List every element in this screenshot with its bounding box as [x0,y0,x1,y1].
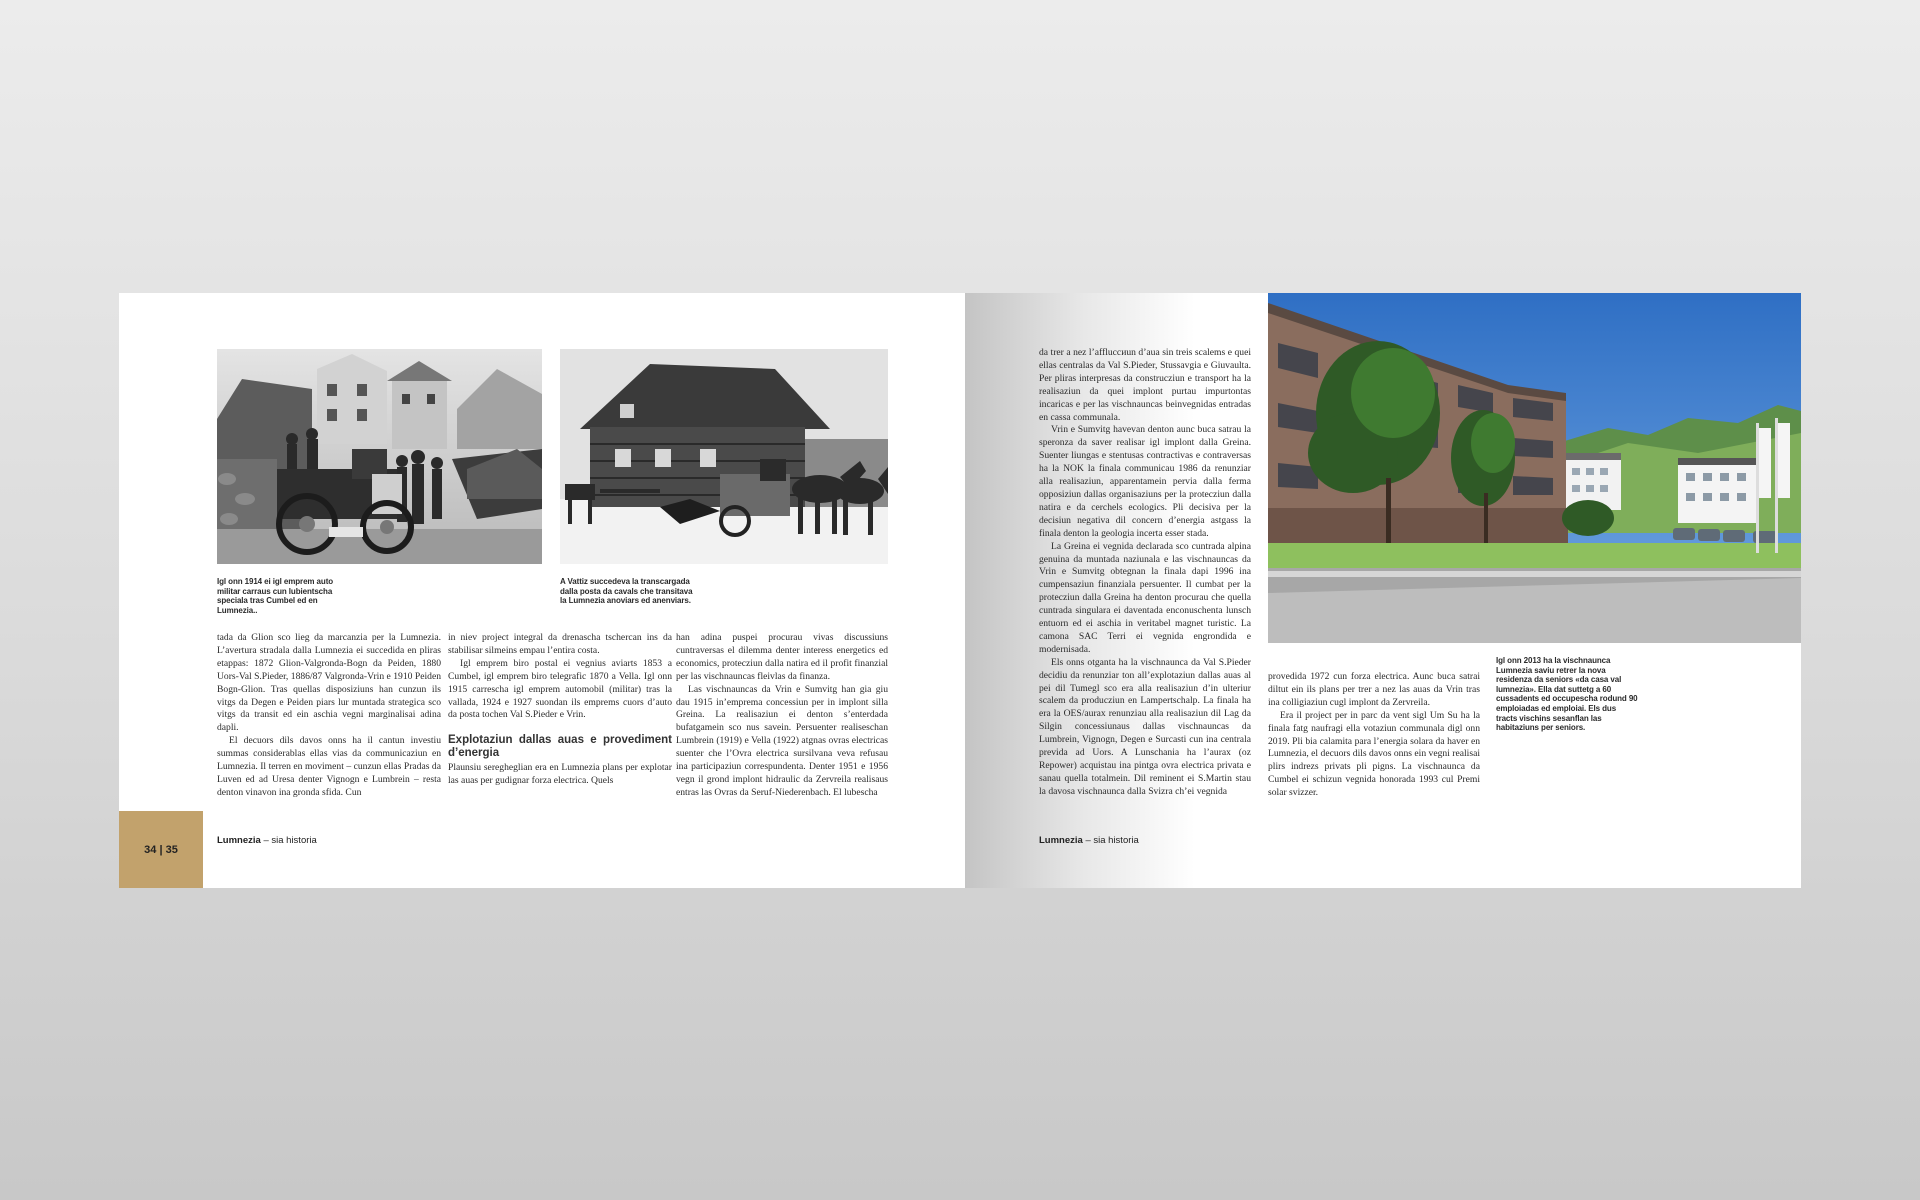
right-column-2 [1268,671,1480,800]
left-footer [217,835,317,846]
photo-senior-residence-caption: Igl onn 2013 ha la vischnaunca Lumnezia saviu retrer la nova residenza da seniors «da casa val lumnezia». Ella dat suttetg a 60 cussadents ed occupescha rodund 90 emploiadas ed emploiai. Els dus tracts vischins sesanflan las habitaziuns per seniors. [1496,656,1638,733]
right-page [965,293,1801,888]
paragraph: Vrin e Sumvitg havevan denton aunc buca satrau la speronza da saver realisar igl implont dalla Greina. Suenter liungas e stentusas contractivas e contraversas ha la NOK la finala communicau 1986 da renunziar alla realisaziun, apparentamein pervia dalla ferma opposiziun dallas organisaziuns per la protecziun dalla natira e da cerchels ecologics. Pli decisiva per la decisiun negativa dil concern d’energia astgass la finala denton la geologia incerta esser stada. [1039,424,1251,539]
photo-senior-residence [1268,293,1801,643]
photo-post-coach [560,349,888,564]
post-coach-image [560,349,888,564]
paragraph: Plaunsiu seregheglian era en Lumnezia plans per explotar las auas per gudignar forza electrica. Quels [448,762,672,787]
paragraph: El decuors dils davos onns ha il cantun investiu summas considerablas ellas vias da communicaziun en Lumnezia. Il terren en moviment – cunzun ellas Pradas da Luven ed ad Uresa denter Vignogn e Lumbrein – resta denton vinavon ina gronda sfida. Cun [217,735,441,798]
photo-vintage-car [217,349,542,564]
page-number-tab [119,811,203,888]
paragraph: tada da Glion sco lieg da marcanzia per la Lumnezia. L’avertura stradala dalla Lumnezia ei succedida en pliras etappas: 1872 Glion-Valgronda-Bogn da Peiden, 1880 Uors-Val S.Pieder, 1886/87 Valgronda-Vrin e 1910 Peiden Bogn-Glion. Tras quellas disposiziuns han cunzun ils vitgs da Degen e Peiden piars lur muntada strategica sco vitgs da transit ed ein aschia vegni marginalisai adina dapli. [217,632,441,734]
left-column-3 [676,632,888,800]
paragraph: Era il project per in parc da vent sigl Um Su ha la finala fatg naufragi ella votaziun communala digl onn 2019. Pli bia calamita para l’energia solara da haver en Lumnezia, el decuors dils davos onns ein vegni realisai plirs indrezs privats pli pigns. La vischnaunca da Cumbel ei schizun vegnida honorada 1993 cul Premi solar svizzer. [1268,709,1480,799]
paragraph: La Greina ei vegnida declarada sco cuntrada alpina genuina da muntada naziunala e las vischnauncas da Vrin e Sumvitg obtegnan la finala dapi 1996 ina cumpensaziun finanziala persuenter. Il cumbat per la protecziun dalla Greina ha denton procurau che quella cuntrada singulara ei daventada enconuschenta lunsch entuorn ed ei aschia in veritabel magnet turistic. La camona SAC Terri ei vegnida engrondida e modernisada. [1039,540,1251,655]
left-column-2 [448,632,672,788]
paragraph: Las vischnauncas da Vrin e Sumvitg han gia giu dau 1915 in’empremа concessiun per in implont silla Greina. La realisaziun ei denton s’enterdada bufatgamein sco nus savein. Persuenter realiseschan Lumbrein (1919) e Vella (1922) atgnas ovras electricas suenter che l’Ovra electrica sursilvana veva refusau ina participaziun correspundenta. Denter 1951 e 1956 vegn il grond implont hidraulic da Zervreila realisaus entras las Ovras da Seruf-Niederenbach. El lubescha [676,683,888,798]
photo-vintage-car-caption: Igl onn 1914 ei igl emprem auto militar carraus cun lubientscha speciala tras Cumbel ed en Lumnezia.. [217,577,334,615]
page-number: 34 | 35 [144,843,178,856]
footer-brand: Lumnezia [1039,835,1083,846]
senior-residence-image [1268,293,1801,643]
paragraph: han adina puspei procurau vivas discussiuns cuntraversas el dilemma denter interess energetics ed economics, protecziun dalla natira ed il profit finanzial per las vischnauncas fleivlas da finanza. [676,632,888,682]
photo-post-coach-caption: A Vattiz succedeva la transcargada dalla posta da cavals che transitava la Lumnezia anoviars ed anenviars. [560,577,693,606]
right-footer [1039,835,1139,846]
section-heading: Explotaziun dallas auas e provediment d’energia [448,734,672,759]
vintage-car-image [217,349,542,564]
paragraph: Igl emprem biro postal ei vegnius aviarts 1853 a Cumbel, igl emprem biro telegrafic 1870 a Vella. Igl onn 1915 carrescha igl emprem automobil (militar) tras la vallada, 1924 e 1927 suondan ils emprems cuors d’auto da posta tochen Val S.Pieder e Vrin. [448,657,672,721]
paragraph: provedida 1972 cun forza electrica. Aunc buca satrai diltut ein ils plans per trer a nez las auas da Vrin tras ina colligiaziun cugl implont da Zervreila. [1268,671,1480,708]
right-column-1 [1039,347,1251,799]
paragraph: Els onns otganta ha la vischnaunca da Val S.Pieder decidiu da renunziar ton all’explotaziun dallas auas al pei dil Tumegl sco era alla realisaziun d’in ulteriur scalem da producziun en Lampertschalp. La finala ha era la OES/aurax renunziau alla realisaziun dil Lag da Silgin concessiunaus dallas vischnauncas da Lumbrein, Vignogn, Degen e Surcasti cun ina centrala previda ad Uors. A Lunschania ha l’aurax (oz Repower) acquistau ina pintga ovra electrica privata e sanau quella totalmein. Dil reminent ei S.Martin stau la davosa vischnaunca dalla Svizra ch’ei vegnida [1039,656,1251,797]
left-page [119,293,965,888]
paragraph: in niev project integral da drenascha tschercan ins da stabilisar silmeins empau l’entira costa. [448,632,672,656]
footer-subtitle: – sia historia [260,835,317,846]
footer-brand: Lumnezia [217,835,261,846]
footer-subtitle: – sia historia [1082,835,1139,846]
paragraph: da trer a nez l’affluссиun d’aua sin treis scalems e quei ellas centralas da Val S.Pieder, Stussavgia e Giuvaulta. Per pliras interpresas da construcziun e transport ha la realisaziun da quei implont purtau impurtontas incaricas e per las vischnauncas beinvegnidas entradas en cassa communala. [1039,347,1251,423]
left-column-1 [217,632,441,800]
